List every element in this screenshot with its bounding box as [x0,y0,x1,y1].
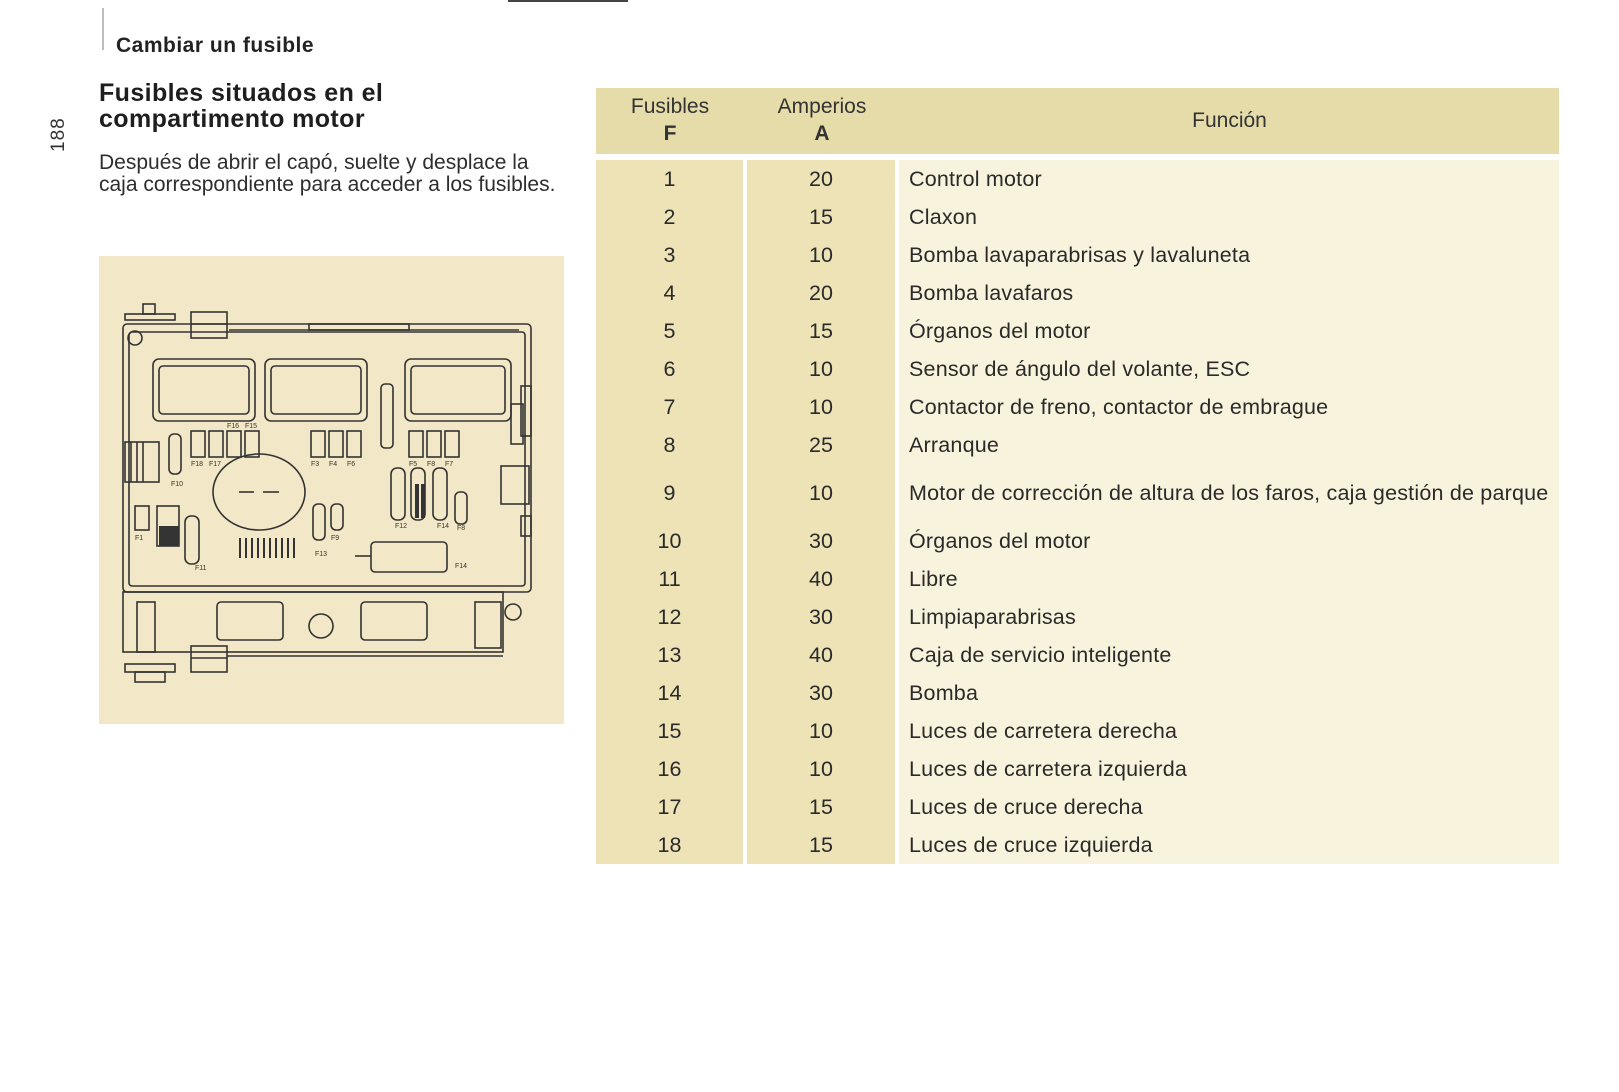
fuse-function: Bomba lavaparabrisas y lavaluneta [909,242,1251,267]
fuse-number: 6 [663,356,676,381]
fuse-function: Órganos del motor [909,318,1091,343]
amp-rating: 15 [809,794,833,819]
table-row [596,598,1559,636]
fuse-function: Libre [909,566,958,591]
fuse-number: 18 [657,832,682,857]
amp-rating: 10 [809,718,833,743]
fuse-function: Limpiaparabrisas [909,604,1076,629]
fuse-number: 8 [663,432,676,457]
amp-rating: 15 [809,204,833,229]
top-rule [508,0,628,2]
amp-rating: 30 [809,528,833,553]
fuse-function: Luces de cruce derecha [909,794,1143,819]
section-marker [102,8,104,50]
fuse-label: F6 [347,461,356,468]
fuse-function: Arranque [909,432,1000,457]
fuse-number: 15 [657,718,682,743]
table-row [596,826,1559,864]
table-row [596,274,1559,312]
table-row [596,712,1559,750]
fuse-label: F5 [409,461,418,468]
fuse-label: F14 [437,523,450,530]
fuse-function: Sensor de ángulo del volante, ESC [909,356,1251,381]
fuse-label: F10 [171,481,184,488]
fuse-label: F4 [329,461,338,468]
table-row [596,236,1559,274]
header-function-label: Función [1192,109,1267,132]
fuse-number: 11 [658,566,681,591]
page-number: 188 [48,117,69,152]
amp-rating: 25 [809,432,833,457]
fuse-number: 7 [663,394,676,419]
amp-rating: 30 [809,680,833,705]
fuse-function: Luces de cruce izquierda [909,832,1153,857]
header-fuses-letter: F [663,122,677,145]
header-fuses-label: Fusibles [630,95,710,118]
fuse-label: F15 [245,423,258,430]
fuse-function: Luces de carretera derecha [909,718,1178,743]
fuse-function: Órganos del motor [909,528,1091,553]
fuse-number: 14 [657,680,682,705]
fuse-number: 1 [663,166,676,191]
table-row [596,388,1559,426]
header-function [900,108,1559,134]
amp-rating: 30 [809,604,833,629]
fuse-label: F8 [427,461,436,468]
fuse-number: 2 [663,204,676,229]
fuse-function: Claxon [909,204,978,229]
fuse-box-drawing [99,256,564,724]
fuse-number: 9 [663,480,676,505]
header-amperes [748,94,896,148]
amp-rating: 40 [809,566,833,591]
table-row [596,312,1559,350]
fuse-number: 10 [657,528,682,553]
amp-rating: 15 [809,832,833,857]
fuse-label: F12 [395,523,408,530]
table-row [596,426,1559,464]
fuse-label: F14 [455,563,468,570]
fuse-label: F16 [227,423,240,430]
header-fuses [596,94,744,148]
table-row [596,350,1559,388]
fuse-label: F9 [331,535,340,542]
fuse-function: Control motor [909,166,1042,191]
table-body [596,160,1559,864]
fuse-label: F11 [195,565,207,572]
fuse-number: 13 [657,642,682,667]
amp-rating: 10 [809,480,833,505]
fuse-number: 12 [657,604,682,629]
amp-rating: 20 [809,280,833,305]
header-amperes-letter: A [814,122,830,145]
fuse-number: 5 [663,318,676,343]
fuse-label: F18 [191,461,204,468]
table-row [596,560,1559,598]
amp-rating: 10 [809,756,833,781]
table-header [596,88,1559,154]
fuse-function: Motor de corrección de altura de los faros, caja gestión de parque [909,480,1549,505]
fuse-label: F17 [209,461,222,468]
fuse-table [596,88,1559,864]
fuse-label: F8 [457,525,466,532]
section-title: Cambiar un fusible [116,34,315,57]
amp-rating: 40 [809,642,833,667]
fuse-number: 17 [657,794,682,819]
amp-rating: 20 [809,166,833,191]
amp-rating: 15 [809,318,833,343]
fuse-function: Bomba [909,680,979,705]
fuse-label: F1 [135,535,144,542]
fuse-label: F13 [315,551,328,558]
fuse-function: Luces de carretera izquierda [909,756,1188,781]
fuse-box-diagram [99,256,564,724]
fuse-label: F7 [445,461,454,468]
amp-rating: 10 [809,394,833,419]
fuse-number: 4 [663,280,676,305]
table-row [596,674,1559,712]
table-row [596,788,1559,826]
table-row [596,198,1559,236]
fuse-function: Bomba lavafaros [909,280,1074,305]
fuse-number: 3 [663,242,676,267]
fuse-label: F3 [311,461,320,468]
header-amperes-label: Amperios [777,95,867,118]
table-row [596,160,1559,198]
amp-rating: 10 [809,356,833,381]
table-row [596,750,1559,788]
fuse-number: 16 [657,756,682,781]
table-row [596,636,1559,674]
table-row [596,464,1559,522]
table-row [596,522,1559,560]
fuse-function: Caja de servicio inteligente [909,642,1172,667]
page-heading: Fusibles situados en el compartimento motor [99,79,384,133]
fuse-function: Contactor de freno, contactor de embrague [909,394,1329,419]
amp-rating: 10 [809,242,833,267]
intro-paragraph: Después de abrir el capó, suelte y desplace la caja correspondiente para acceder a los fusibles. [99,151,556,196]
